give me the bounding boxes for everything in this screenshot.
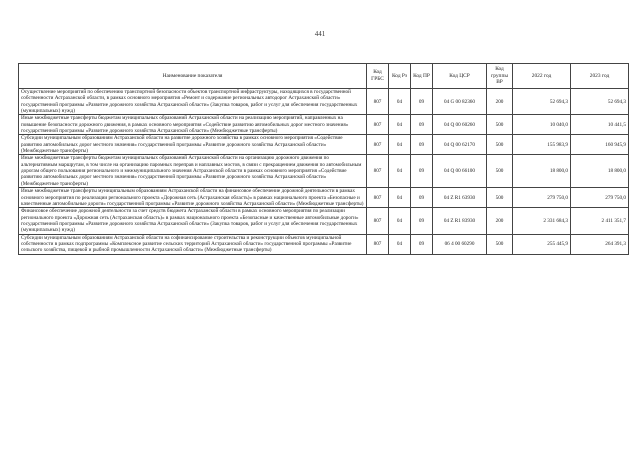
- row-2022: 2 331 684,3: [513, 208, 571, 234]
- row-name: Субсидии муниципальным образованиям Астраханской области на развитие дорожного хозяйства в рамках основного мероприятия «Содействие развитию автомобильных дорог местного значения» государственной программы «Развитие дорожного хозяйства Астраханской области» (Межбюджетные трансферты): [19, 135, 367, 155]
- row-grbs: 807: [367, 89, 389, 115]
- row-2023: 52 694,3: [571, 89, 629, 115]
- table-row: [19, 155, 629, 188]
- row-pr: 09: [411, 135, 433, 155]
- row-vr: 500: [487, 135, 513, 155]
- row-rz: 04: [389, 135, 411, 155]
- row-grbs: 807: [367, 115, 389, 135]
- header-vr: Код группы ВР: [487, 64, 513, 89]
- row-2023: 279 750,0: [571, 188, 629, 208]
- row-name: Осуществление мероприятий по обеспечению транспортной безопасности объектов транспортной инфраструктуры, находящихся в государственной собственности Астраханской области, в рамках основного мероприятия «Ремонт и содержание региональных автодорог Астраханской области» государственной программы «Развитие дорожного хозяйства Астраханской области» (Закупка товаров, работ и услуг для обеспечения государственных (муниципальных) нужд): [19, 89, 367, 115]
- table-row: [19, 188, 629, 208]
- header-pr: Код ПР: [411, 64, 433, 89]
- row-2023: 2 411 351,7: [571, 208, 629, 234]
- table-row: [19, 115, 629, 135]
- row-csr: 06 4 00 60290: [433, 234, 487, 254]
- row-grbs: 807: [367, 135, 389, 155]
- row-2022: 18 800,0: [513, 155, 571, 188]
- header-csr: Код ЦСР: [433, 64, 487, 89]
- row-name: Субсидии муниципальным образованиям Астраханской области на софинансирование строительства и реконструкции объектов муниципальной собственности в рамках подпрограммы «Комплексное развитие сельских территорий Астраханской области» государственной программы «Развитие сельского хозяйства, пищевой и рыбной промышленности Астраханской области» (Межбюджетные трансферты): [19, 234, 367, 254]
- row-rz: 04: [389, 188, 411, 208]
- row-vr: 200: [487, 208, 513, 234]
- header-rz: Код Рз: [389, 64, 411, 89]
- header-2023: 2023 год: [571, 64, 629, 89]
- row-grbs: 807: [367, 188, 389, 208]
- table-row: [19, 89, 629, 115]
- row-pr: 09: [411, 155, 433, 188]
- table-header-row: [19, 64, 629, 89]
- row-2023: 10 441,5: [571, 115, 629, 135]
- row-rz: 04: [389, 155, 411, 188]
- row-2023: 18 800,0: [571, 155, 629, 188]
- row-csr: 04 Q 00 60260: [433, 115, 487, 135]
- row-rz: 04: [389, 234, 411, 254]
- table-row: [19, 135, 629, 155]
- row-2022: 255 445,9: [513, 234, 571, 254]
- row-2022: 279 750,0: [513, 188, 571, 208]
- row-name: Финансовое обеспечение дорожной деятельности за счет средств бюджета Астраханской области в рамках основного мероприятия по реализации регионального проекта «Дорожная сеть (Астраханская область)» в рамках национального проекта «Безопасные и качественные автомобильные дороги» государственной программы «Развитие дорожного хозяйства Астраханской области» (Закупка товаров, работ и услуг для обеспечения государственных (муниципальных) нужд): [19, 208, 367, 234]
- row-pr: 09: [411, 208, 433, 234]
- row-grbs: 807: [367, 234, 389, 254]
- row-2022: 52 694,3: [513, 89, 571, 115]
- row-grbs: 807: [367, 208, 389, 234]
- row-pr: 09: [411, 188, 433, 208]
- table-row: [19, 234, 629, 254]
- row-name: Иные межбюджетные трансферты бюджетам муниципальных образований Астраханской области на организацию дорожного движения по альтернативным маршрутам, в том числе на организацию паромных переправ и наплавных мостов, в связи с прекращением движения по автомобильным дорогам общего пользования регионального и межмуниципального значения Астраханской области в рамках основного мероприятия «Содействие развитию автомобильных дорог местного значения» государственной программы «Развитие дорожного хозяйства Астраханской области» (Межбюджетные трансферты): [19, 155, 367, 188]
- header-2022: 2022 год: [513, 64, 571, 89]
- header-grbs: Код ГРБС: [367, 64, 389, 89]
- row-vr: 500: [487, 188, 513, 208]
- row-2023: 160 945,9: [571, 135, 629, 155]
- row-vr: 500: [487, 155, 513, 188]
- row-name: Иные межбюджетные трансферты муниципальным образованиям Астраханской области на финансовое обеспечение дорожной деятельности в рамках основного мероприятия по реализации регионального проекта «Дорожная сеть (Астраханская область)» в рамках национального проекта «Безопасные и качественные автомобильные дороги» государственной программы «Развитие дорожного хозяйства Астраханской области» (Межбюджетные трансферты): [19, 188, 367, 208]
- row-vr: 200: [487, 89, 513, 115]
- row-vr: 500: [487, 115, 513, 135]
- row-csr: 04 G 00 82360: [433, 89, 487, 115]
- row-csr: 04 Z R1 83930: [433, 208, 487, 234]
- row-rz: 04: [389, 89, 411, 115]
- row-vr: 500: [487, 234, 513, 254]
- row-rz: 04: [389, 115, 411, 135]
- row-csr: 04 Z R1 63930: [433, 188, 487, 208]
- row-pr: 09: [411, 115, 433, 135]
- page-number: 441: [314, 30, 326, 38]
- row-2022: 10 040,0: [513, 115, 571, 135]
- budget-table: [18, 63, 629, 255]
- row-name: Иные межбюджетные трансферты бюджетам муниципальных образований Астраханской области на реализацию мероприятий, направленных на повышение безопасности дорожного движения, в рамках основного мероприятия «Содействие развитию автомобильных дорог местного значения» государственной программы «Развитие дорожного хозяйства Астраханской области» (Межбюджетные трансферты): [19, 115, 367, 135]
- row-csr: 04 Q 00 62170: [433, 135, 487, 155]
- header-name: Наименование показателя: [19, 64, 367, 89]
- row-pr: 09: [411, 89, 433, 115]
- row-grbs: 807: [367, 155, 389, 188]
- row-rz: 04: [389, 208, 411, 234]
- row-2023: 264 391,3: [571, 234, 629, 254]
- row-csr: 04 Q 00 66100: [433, 155, 487, 188]
- table-row: [19, 208, 629, 234]
- row-2022: 155 983,9: [513, 135, 571, 155]
- row-pr: 09: [411, 234, 433, 254]
